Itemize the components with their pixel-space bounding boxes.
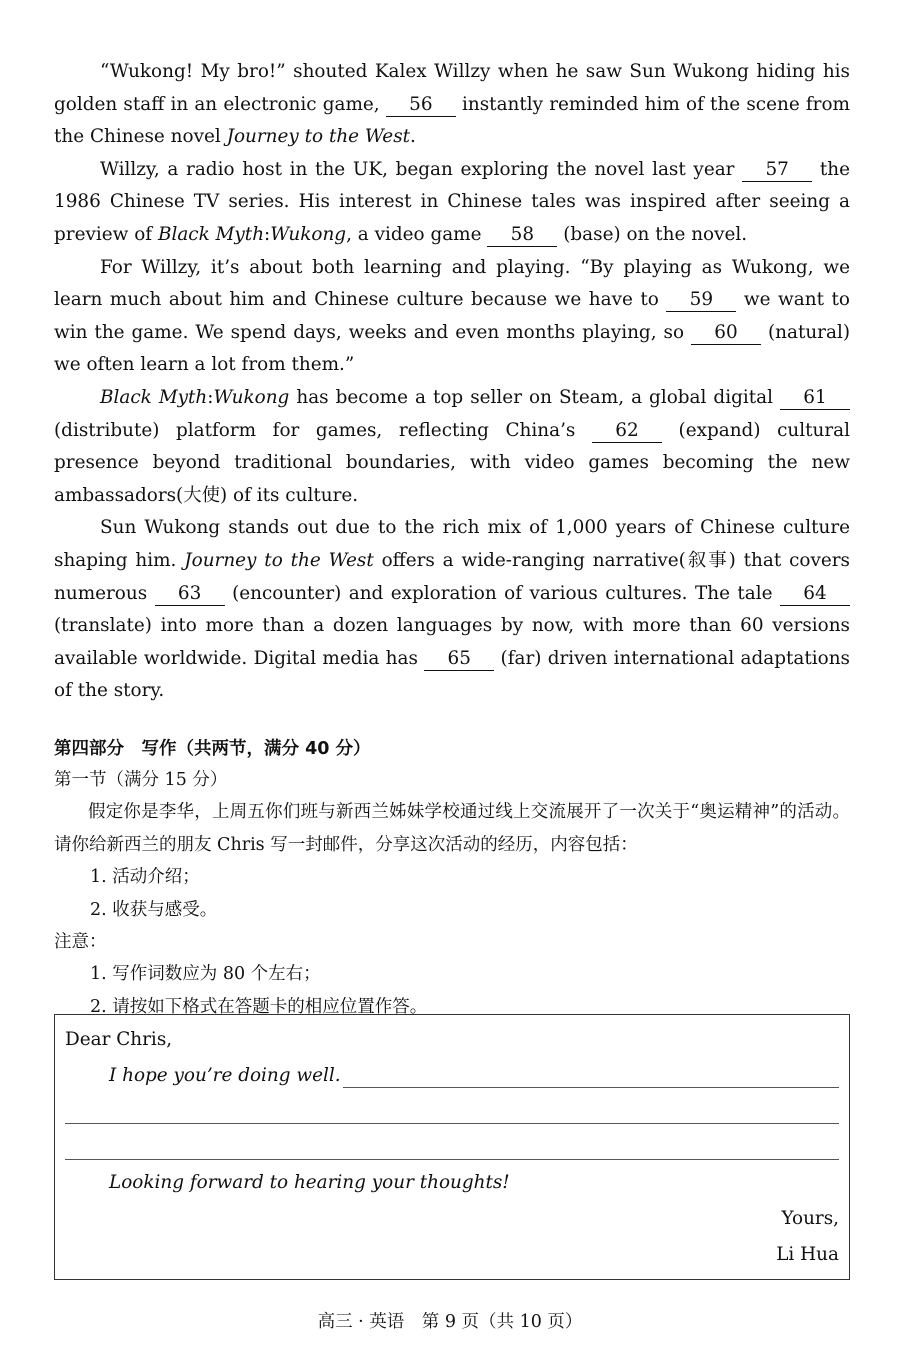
blank-61[interactable]: 61 [780,387,850,410]
passage-paragraph-5: Sun Wukong stands out due to the rich mix of 1,000 years of Chinese culture shaping him. Journey to the West offers a wide-ranging narrative(叙事) that covers numerous 63 (encounter) and exploration of various cultures. The tale 64 (translate) into more than a dozen languages by now, with more than 60 versions available worldwide. Digital media has 65 (far) driven international adaptations of the story. [54,517,850,702]
page-content [54,56,850,1023]
writing-section-title: 第一节（满分 15 分） [54,769,228,790]
blank-63[interactable]: 63 [155,583,225,606]
blank-59[interactable]: 59 [666,289,736,312]
writing-prompt: 假定你是李华，上周五你们班与新西兰姊妹学校通过线上交流展开了一次关于“奥运精神”的活动。请你给新西兰的朋友 Chris 写一封邮件，分享这次活动的经历，内容包括： [54,802,850,855]
page-footer: 高三 · 英语 第 9 页（共 10 页） [317,1312,583,1332]
writing-item-1: 1. 活动介绍； [90,867,200,888]
letter-signature: Li Hua [776,1244,839,1265]
blank-58[interactable]: 58 [487,224,557,247]
blank-65[interactable]: 65 [424,648,494,671]
letter-signoff: Yours, [781,1208,839,1229]
answer-line-1[interactable] [343,1087,839,1088]
blank-57[interactable]: 57 [742,159,812,182]
blank-60[interactable]: 60 [691,322,761,345]
answer-line-3[interactable] [65,1159,839,1160]
passage-paragraph-3: For Willzy, it’s about both learning and playing. “By playing as Wukong, we learn much about him and Chinese culture because we have to 59 we want to win the game. We spend days, weeks and even months playing, so 60 (natural) we often learn a lot from them.” [54,256,850,376]
note-2: 2. 请按如下格式在答题卡的相应位置作答。 [90,996,428,1017]
passage-paragraph-4: Black Myth:Wukong has become a top seller on Steam, a global digital 61 (distribute) platform for games, reflecting China’s 62 (expand) cultural presence beyond traditional boundaries, with video games becoming the new ambassadors(大使) of its culture. [54,386,850,506]
writing-item-2: 2. 收获与感受。 [90,899,218,920]
blank-64[interactable]: 64 [780,583,850,606]
letter-greeting: Dear Chris, [65,1029,173,1050]
note-1: 1. 写作词数应为 80 个左右； [90,964,321,985]
writing-part-title: 第四部分 写作（共两节，满分 40 分） [54,738,371,759]
letter-closing-line: Looking forward to hearing your thoughts! [109,1172,510,1193]
blank-56[interactable]: 56 [386,94,456,117]
passage-paragraph-2: Willzy, a radio host in the UK, began exploring the novel last year 57 the 1986 Chinese TV series. His interest in Chinese tales was inspired after seeing a preview of Black Myth:Wukong, a video game 58 (base) on the novel. [54,158,850,245]
blank-62[interactable]: 62 [592,420,662,443]
passage-paragraph-1: “Wukong! My bro!” shouted Kalex Willzy when he saw Sun Wukong hiding his golden staff in an electronic game, 56 instantly reminded him of the scene from the Chinese novel Journey to the West. [54,61,850,148]
letter-opening: I hope you’re doing well. [109,1065,341,1086]
notes-label: 注意： [54,931,107,952]
letter-answer-box [54,1014,850,1280]
answer-line-2[interactable] [65,1123,839,1124]
